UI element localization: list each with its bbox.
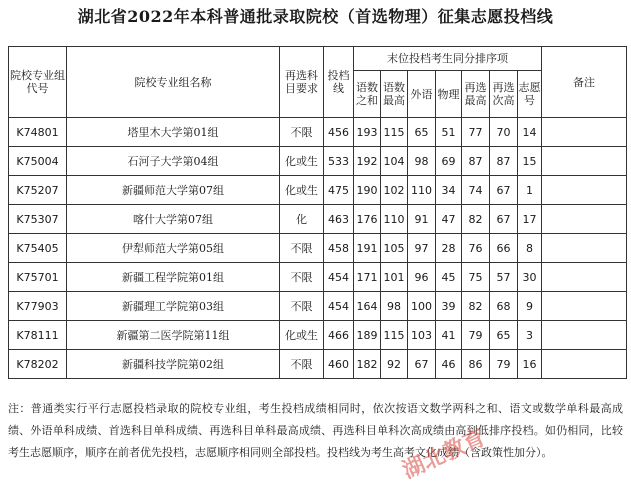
tiebreak-cell: 164: [354, 292, 381, 321]
code-cell: K75405: [9, 234, 67, 263]
name-cell: 新疆工程学院第01组: [67, 263, 280, 292]
name-cell: 新疆理工学院第03组: [67, 292, 280, 321]
tiebreak-cell: 103: [408, 321, 436, 350]
tiebreak-cell: 47: [436, 205, 462, 234]
tiebreak-cell: 3: [518, 321, 542, 350]
tiebreak-cell: 30: [518, 263, 542, 292]
name-cell: 新疆第二医学院第11组: [67, 321, 280, 350]
note-cell: [542, 350, 627, 379]
note-cell: [542, 118, 627, 147]
subject-cell: 不限: [280, 292, 324, 321]
table-row: [9, 118, 627, 147]
tiebreak-cell: 82: [462, 292, 490, 321]
note-cell: [542, 234, 627, 263]
score-cell: 466: [324, 321, 354, 350]
tiebreak-cell: 9: [518, 292, 542, 321]
code-cell: K75307: [9, 205, 67, 234]
subject-cell: 化或生: [280, 147, 324, 176]
tiebreak-cell: 66: [490, 234, 518, 263]
tiebreak-cell: 100: [408, 292, 436, 321]
name-cell: 石河子大学第04组: [67, 147, 280, 176]
name-cell: 新疆科技学院第02组: [67, 350, 280, 379]
tiebreak-cell: 67: [408, 350, 436, 379]
score-cell: 454: [324, 292, 354, 321]
tiebreak-cell: 70: [490, 118, 518, 147]
page-title: 湖北省2022年本科普通批录取院校（首选物理）征集志愿投档线: [77, 7, 554, 26]
tiebreak-cell: 192: [354, 147, 381, 176]
table-row: [9, 292, 627, 321]
table-row: [9, 350, 627, 379]
score-cell: 456: [324, 118, 354, 147]
header-tiebreak-1: 语数最高: [381, 71, 408, 118]
tiebreak-cell: 105: [381, 234, 408, 263]
tiebreak-cell: 98: [408, 147, 436, 176]
tiebreak-cell: 91: [408, 205, 436, 234]
name-cell: 塔里木大学第01组: [67, 118, 280, 147]
tiebreak-cell: 41: [436, 321, 462, 350]
header-score: 投档线: [324, 47, 354, 118]
tiebreak-cell: 190: [354, 176, 381, 205]
tiebreak-cell: 16: [518, 350, 542, 379]
table-row: [9, 321, 627, 350]
header-code: 院校专业组代号: [9, 47, 67, 118]
note-cell: [542, 263, 627, 292]
tiebreak-cell: 17: [518, 205, 542, 234]
score-cell: 460: [324, 350, 354, 379]
code-cell: K77903: [9, 292, 67, 321]
tiebreak-cell: 76: [462, 234, 490, 263]
tiebreak-cell: 14: [518, 118, 542, 147]
subject-cell: 化或生: [280, 321, 324, 350]
table-row: [9, 263, 627, 292]
score-cell: 458: [324, 234, 354, 263]
tiebreak-cell: 102: [381, 176, 408, 205]
name-cell: 新疆师范大学第07组: [67, 176, 280, 205]
tiebreak-cell: 87: [462, 147, 490, 176]
header-tiebreak-6: 志愿号: [518, 71, 542, 118]
note-cell: [542, 205, 627, 234]
header-subject: 再选科目要求: [280, 47, 324, 118]
code-cell: K74801: [9, 118, 67, 147]
header-tiebreak-3: 物理: [436, 71, 462, 118]
tiebreak-cell: 104: [381, 147, 408, 176]
tiebreak-cell: 46: [436, 350, 462, 379]
name-cell: 喀什大学第07组: [67, 205, 280, 234]
tiebreak-cell: 191: [354, 234, 381, 263]
tiebreak-cell: 79: [462, 321, 490, 350]
tiebreak-cell: 189: [354, 321, 381, 350]
tiebreak-cell: 8: [518, 234, 542, 263]
code-cell: K75701: [9, 263, 67, 292]
tiebreak-cell: 34: [436, 176, 462, 205]
tiebreak-cell: 65: [490, 321, 518, 350]
tiebreak-cell: 96: [408, 263, 436, 292]
header-tiebreak-0: 语数之和: [354, 71, 381, 118]
tiebreak-cell: 75: [462, 263, 490, 292]
name-cell: 伊犁师范大学第05组: [67, 234, 280, 263]
tiebreak-cell: 65: [408, 118, 436, 147]
note-cell: [542, 176, 627, 205]
tiebreak-cell: 86: [462, 350, 490, 379]
tiebreak-cell: 98: [381, 292, 408, 321]
subject-cell: 化或生: [280, 176, 324, 205]
subject-cell: 不限: [280, 234, 324, 263]
note-cell: [542, 292, 627, 321]
tiebreak-cell: 68: [490, 292, 518, 321]
tiebreak-cell: 45: [436, 263, 462, 292]
table-row: [9, 176, 627, 205]
footnote: 注：普通类实行平行志愿投档录取的院校专业组，考生投档成绩相同时，依次按语文数学两科之和、语文或数学单科最高成绩、外语单科成绩、首选科目单科成绩、再选科目单科最高成绩、再选科目单科次高成绩由高到低排序投档。如仍相同，比较考生志愿顺序，顺序在前者优先投档，志愿顺序相同则全部投档。投档线为考生高考文化成绩（含政策性加分）。: [8, 402, 623, 459]
tiebreak-cell: 67: [490, 176, 518, 205]
code-cell: K78111: [9, 321, 67, 350]
code-cell: K78202: [9, 350, 67, 379]
tiebreak-cell: 115: [381, 118, 408, 147]
code-cell: K75004: [9, 147, 67, 176]
tiebreak-cell: 92: [381, 350, 408, 379]
tiebreak-cell: 110: [408, 176, 436, 205]
header-name: 院校专业组名称: [67, 47, 280, 118]
header-tiebreak-4: 再选最高: [462, 71, 490, 118]
table-row: [9, 147, 627, 176]
tiebreak-cell: 97: [408, 234, 436, 263]
score-cell: 475: [324, 176, 354, 205]
tiebreak-cell: 69: [436, 147, 462, 176]
tiebreak-cell: 182: [354, 350, 381, 379]
score-cell: 454: [324, 263, 354, 292]
tiebreak-cell: 171: [354, 263, 381, 292]
tiebreak-cell: 176: [354, 205, 381, 234]
tiebreak-cell: 67: [490, 205, 518, 234]
tiebreak-cell: 77: [462, 118, 490, 147]
header-note: 备注: [542, 47, 627, 118]
tiebreak-cell: 115: [381, 321, 408, 350]
tiebreak-cell: 57: [490, 263, 518, 292]
table-row: [9, 205, 627, 234]
score-cell: 533: [324, 147, 354, 176]
score-cell: 463: [324, 205, 354, 234]
code-cell: K75207: [9, 176, 67, 205]
tiebreak-cell: 193: [354, 118, 381, 147]
header-tiebreak-2: 外语: [408, 71, 436, 118]
watermark-stamp: 湖北教育: [399, 425, 490, 484]
tiebreak-cell: 101: [381, 263, 408, 292]
tiebreak-cell: 110: [381, 205, 408, 234]
tiebreak-cell: 82: [462, 205, 490, 234]
tiebreak-cell: 79: [490, 350, 518, 379]
subject-cell: 不限: [280, 350, 324, 379]
tiebreak-cell: 15: [518, 147, 542, 176]
subject-cell: 化: [280, 205, 324, 234]
tiebreak-cell: 28: [436, 234, 462, 263]
tiebreak-cell: 87: [490, 147, 518, 176]
header-tiebreak-5: 再选次高: [490, 71, 518, 118]
admission-table: [8, 46, 627, 379]
header-tiebreak-group: 末位投档考生同分排序项: [354, 47, 542, 71]
tiebreak-cell: 39: [436, 292, 462, 321]
subject-cell: 不限: [280, 118, 324, 147]
table-row: [9, 234, 627, 263]
note-cell: [542, 147, 627, 176]
tiebreak-cell: 1: [518, 176, 542, 205]
tiebreak-cell: 74: [462, 176, 490, 205]
subject-cell: 不限: [280, 263, 324, 292]
note-cell: [542, 321, 627, 350]
tiebreak-cell: 51: [436, 118, 462, 147]
